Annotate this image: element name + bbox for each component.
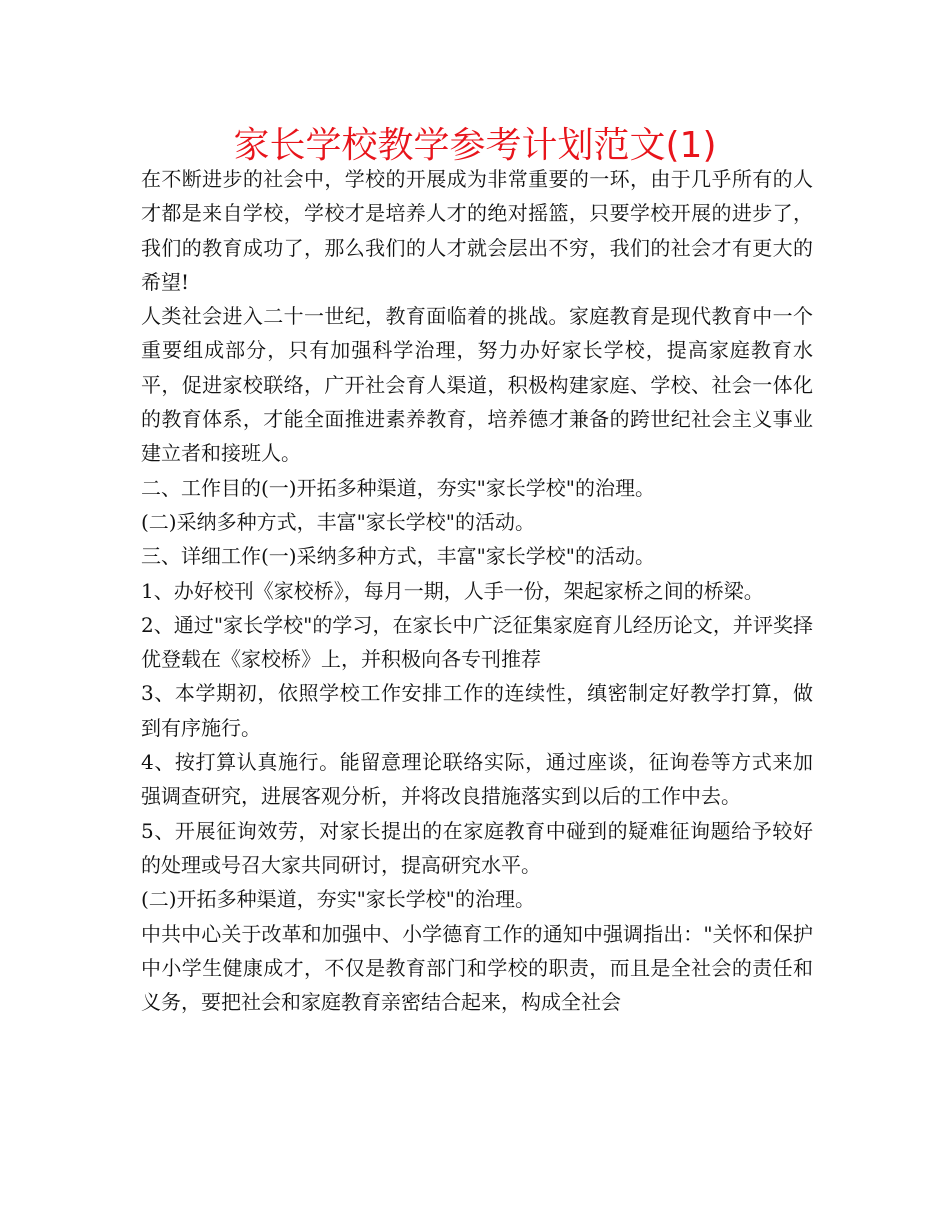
paragraph-item-5: 5、开展征询效劳，对家长提出的在家庭教育中碰到的疑难征询题给予较好的处理或号召大家共同研讨，提高研究水平。	[141, 818, 813, 877]
paragraph-subsection-2: (二)开拓多种渠道，夯实"家长学校"的治理。	[141, 887, 536, 912]
paragraph-item-3: 3、本学期初，依照学校工作安排工作的连续性，缜密制定好教学打算，做到有序施行。	[141, 681, 813, 740]
paragraph-notice: 中共中心关于改革和加强中、小学德育工作的通知中强调指出："关怀和保护中小学生健康成才，不仅是教育部门和学校的职责，而且是全社会的责任和义务，要把社会和家庭教育亲密结合起来，构成全社会	[141, 921, 813, 1015]
paragraph-intro: 在不断进步的社会中，学校的开展成为非常重要的一环，由于几乎所有的人才都是来自学校，学校才是培养人才的绝对摇篮，只要学校开展的进步了，我们的教育成功了，那么我们的人才就会层出不穷，我们的社会才有更大的希望!	[141, 167, 813, 294]
document-title: 家长学校教学参考计划范文(1)	[233, 125, 717, 166]
paragraph-item-4: 4、按打算认真施行。能留意理论联络实际，通过座谈，征询卷等方式来加强调查研究，进展客观分析，并将改良措施落实到以后的工作中去。	[141, 750, 813, 809]
document-body	[141, 162, 813, 1019]
paragraph-item-1: 1、办好校刊《家校桥》，每月一期，人手一份，架起家桥之间的桥梁。	[141, 578, 764, 603]
paragraph-section-work: 三、详细工作(一)采纳多种方式，丰富"家长学校"的活动。	[141, 544, 656, 569]
paragraph-item-2: 2、通过"家长学校"的学习，在家长中广泛征集家庭育儿经历论文，并评奖择优登载在《家校桥》上，并积极向各专刊推荐	[141, 612, 813, 672]
paragraph-background: 人类社会进入二十一世纪，教育面临着的挑战。家庭教育是现代教育中一个重要组成部分，只有加强科学治理，努力办好家长学校，提高家庭教育水平，促进家校联络，广开社会育人渠道，积极构建家庭、学校、社会一体化的教育体系，才能全面推进素养教育，培养德才兼备的跨世纪社会主义事业建立者和接班人。	[141, 304, 813, 466]
paragraph-section-goals: 二、工作目的(一)开拓多种渠道，夯实"家长学校"的治理。	[141, 475, 656, 500]
paragraph-goal-2: (二)采纳多种方式，丰富"家长学校"的活动。	[141, 509, 536, 534]
